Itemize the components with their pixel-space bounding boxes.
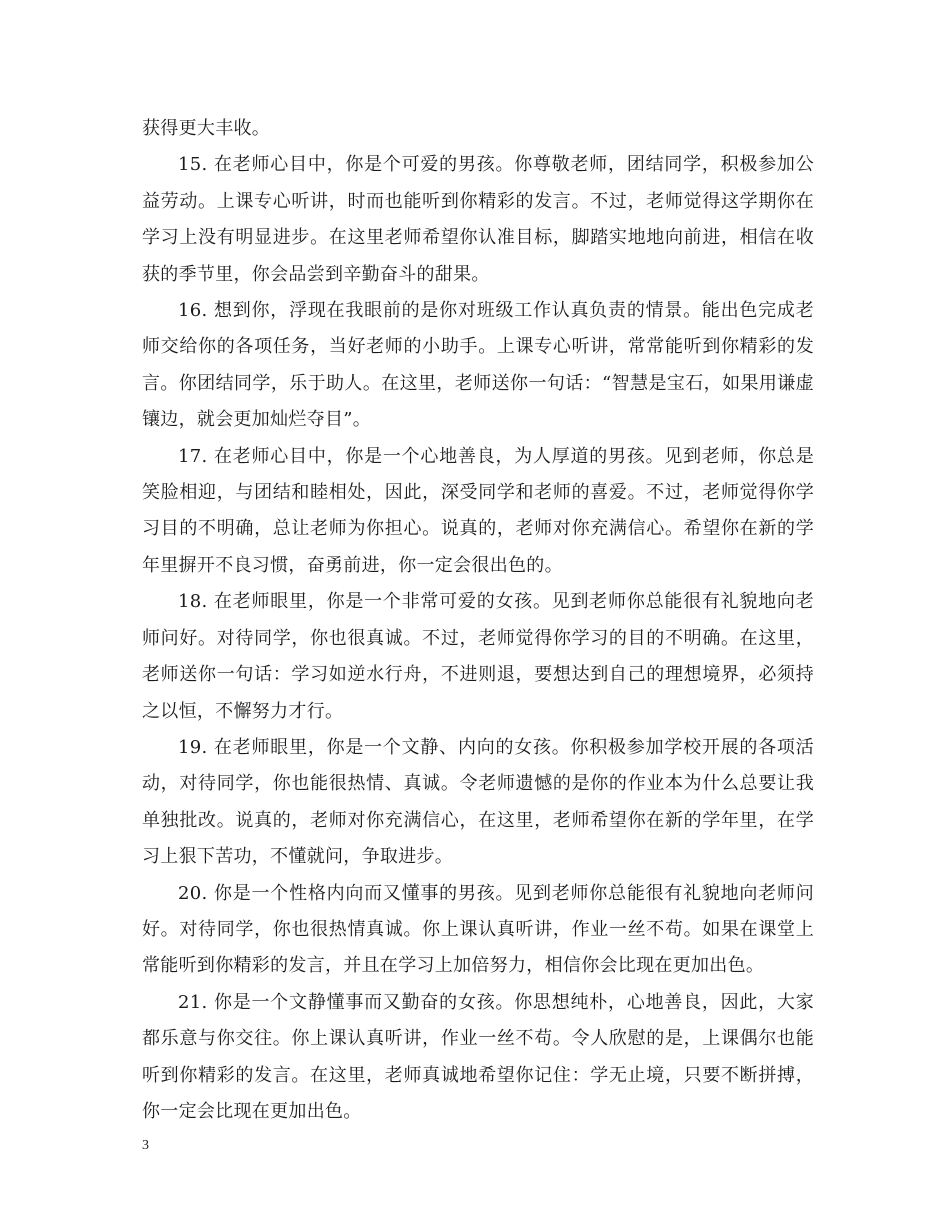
- document-body: [142, 111, 814, 1130]
- paragraph-item-20: 20. 你是一个性格内向而又懂事的男孩。见到老师你总能很有礼貌地向老师问好。对待同学，你也很热情真诚。你上课认真听讲，作业一丝不苟。如果在课堂上常能听到你精彩的发言，并且在学习上加倍努力，相信你会比现在更加出色。: [142, 882, 814, 977]
- paragraph-item-16: 16. 想到你，浮现在我眼前的是你对班级工作认真负责的情景。能出色完成老师交给你的各项任务，当好老师的小助手。上课专心听讲，常常能听到你精彩的发言。你团结同学，乐于助人。在这里，老师送你一句话：“智慧是宝石，如果用谦虚镶边，就会更加灿烂夺目”。: [142, 300, 814, 431]
- paragraph-item-15: 15. 在老师心目中，你是个可爱的男孩。你尊敬老师，团结同学，积极参加公益劳动。上课专心听讲，时而也能听到你精彩的发言。不过，老师觉得这学期你在学习上没有明显进步。在这里老师希望你认准目标，脚踏实地地向前进，相信在收获的季节里，你会品尝到辛勤奋斗的甜果。: [142, 154, 814, 285]
- page-number: 3: [142, 1138, 149, 1153]
- paragraph-item-19: 19. 在老师眼里，你是一个文静、内向的女孩。你积极参加学校开展的各项活动，对待同学，你也能很热情、真诚。令老师遗憾的是你的作业本为什么总要让我单独批改。说真的，老师对你充满信心，在这里，老师希望你在新的学年里，在学习上狠下苦功，不懂就问，争取进步。: [142, 736, 814, 868]
- paragraph-item-18: 18. 在老师眼里，你是一个非常可爱的女孩。见到老师你总能很有礼貌地向老师问好。对待同学，你也很真诚。不过，老师觉得你学习的目的不明确。在这里，老师送你一句话：学习如逆水行舟，不进则退，要想达到自己的理想境界，必须持之以恒，不懈努力才行。: [142, 591, 814, 722]
- paragraph-continuation: 获得更大丰收。: [142, 118, 271, 139]
- paragraph-item-21: 21. 你是一个文静懂事而又勤奋的女孩。你思想纯朴，心地善良，因此，大家都乐意与你交往。你上课认真听讲，作业一丝不苟。令人欣慰的是，上课偶尔也能听到你精彩的发言。在这里，老师真诚地希望你记住：学无止境，只要不断拼搏，你一定会比现在更加出色。: [142, 991, 814, 1122]
- paragraph-item-17: 17. 在老师心目中，你是一个心地善良，为人厚道的男孩。见到老师，你总是笑脸相迎，与团结和睦相处，因此，深受同学和老师的喜爱。不过，老师觉得你学习目的不明确，总让老师为你担心。说真的，老师对你充满信心。希望你在新的学年里摒开不良习惯，奋勇前进，你一定会很出色的。: [142, 445, 814, 576]
